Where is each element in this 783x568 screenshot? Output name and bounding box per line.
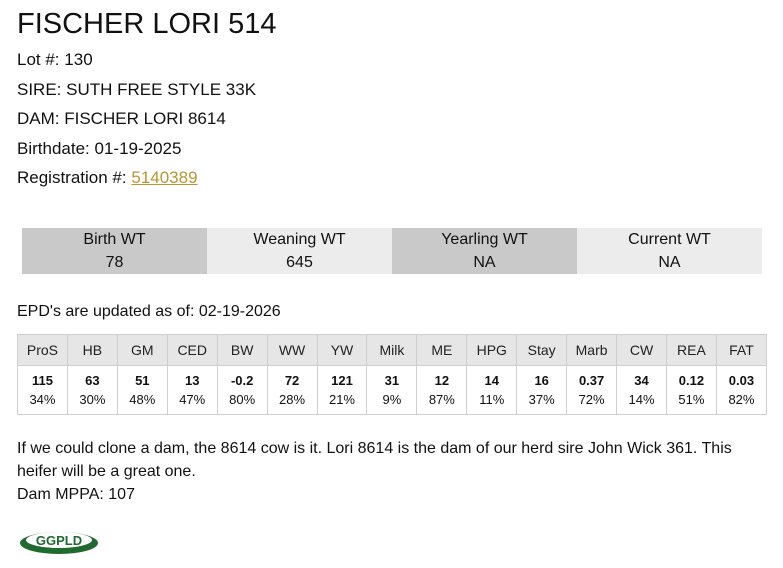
epd-cell: [167, 366, 217, 415]
epd-value: 115: [31, 373, 53, 388]
epd-header: CED: [167, 335, 217, 366]
weight-value: 645: [286, 254, 313, 271]
epd-cell: [567, 366, 617, 415]
epd-percentile: 34%: [29, 392, 56, 407]
epd-cell: [217, 366, 267, 415]
weight-value: 78: [105, 254, 124, 271]
birth-weight-cell: [22, 228, 207, 274]
epd-header: REA: [666, 335, 716, 366]
weight-label: Birth WT: [83, 231, 146, 248]
birthdate-line: [17, 134, 767, 164]
sire-label: SIRE:: [17, 79, 62, 99]
dam-label: DAM:: [17, 109, 60, 128]
weight-label: Current WT: [628, 231, 711, 248]
registration-link[interactable]: 5140389: [131, 168, 198, 187]
epd-cell: [18, 366, 68, 415]
animal-name: FISCHER LORI 514: [17, 8, 277, 40]
epd-value: -0.2: [230, 373, 254, 388]
epd-value: 31: [384, 373, 400, 388]
epd-value: 16: [534, 373, 549, 388]
dam-value: FISCHER LORI 8614: [64, 109, 226, 128]
weight-label: Weaning WT: [253, 231, 346, 248]
epd-header: GM: [117, 335, 167, 366]
logo-text: GGPLD: [35, 533, 83, 548]
epd-value: 51: [135, 373, 150, 388]
epd-value: 0.03: [728, 373, 755, 388]
registration-label: Registration #:: [17, 168, 127, 187]
epd-percentile: 48%: [129, 392, 156, 407]
epd-percentile: 9%: [382, 392, 402, 407]
epd-value: 14: [484, 373, 499, 388]
epd-updated-label: EPD's are updated as of:: [17, 303, 195, 320]
epd-header: ME: [417, 335, 467, 366]
epd-percentile: 82%: [728, 392, 755, 407]
epd-value: 0.12: [678, 373, 705, 388]
weight-label: Yearling WT: [441, 231, 528, 248]
birthdate-label: Birthdate:: [17, 138, 90, 158]
epd-cell: [67, 366, 117, 415]
epd-percentile: 51%: [678, 392, 705, 407]
weights-table: [22, 228, 762, 274]
epd-header: FAT: [716, 335, 766, 366]
sire-line: [17, 75, 767, 105]
epd-header: Stay: [517, 335, 567, 366]
yearling-weight-cell: [392, 228, 577, 274]
epd-percentile: 30%: [79, 392, 106, 407]
ggpld-logo-icon: [19, 526, 99, 558]
epd-percentile: 47%: [179, 392, 206, 407]
epd-cell: [417, 366, 467, 415]
epd-value: 34: [634, 373, 649, 388]
epd-cell: [317, 366, 367, 415]
epd-percentile: 21%: [328, 392, 355, 407]
epd-header: HPG: [467, 335, 517, 366]
epd-value: 121: [331, 373, 353, 388]
epd-header: ProS: [18, 335, 68, 366]
epd-cell: [367, 366, 417, 415]
epd-percentile: 11%: [479, 392, 505, 407]
weight-value: NA: [658, 254, 681, 271]
epd-value: 13: [184, 373, 200, 388]
epd-percentile: 14%: [628, 392, 655, 407]
epd-header: HB: [67, 335, 117, 366]
lot-value: 130: [64, 50, 93, 69]
epd-updated-line: [17, 303, 281, 321]
epd-cell: [117, 366, 167, 415]
birthdate-value: 01-19-2025: [94, 138, 182, 158]
lot-label: Lot #:: [17, 50, 60, 69]
weaning-weight-cell: [207, 228, 392, 274]
epd-value: 12: [434, 373, 450, 388]
epd-header: Milk: [367, 335, 417, 366]
epd-value: 0.37: [578, 373, 605, 388]
epd-header: YW: [317, 335, 367, 366]
weight-value: NA: [473, 254, 496, 271]
epd-header: CW: [617, 335, 667, 366]
epd-updated-date: 02-19-2026: [198, 303, 281, 320]
epd-percentile: 28%: [279, 392, 306, 407]
dam-mppa: Dam MPPA: 107: [17, 486, 135, 503]
current-weight-cell: [577, 228, 762, 274]
registration-line: [17, 163, 767, 193]
epd-percentile: 87%: [428, 392, 455, 407]
epd-value: 63: [85, 373, 100, 388]
epd-value-row: [18, 366, 767, 415]
lot-detail: [17, 6, 767, 548]
epd-cell: [666, 366, 716, 415]
epd-header: WW: [267, 335, 317, 366]
epd-header: Marb: [567, 335, 617, 366]
epd-percentile: 72%: [578, 392, 605, 407]
lot-line: [17, 45, 767, 75]
epd-cell: [716, 366, 766, 415]
dam-line: [17, 104, 767, 134]
epd-header: BW: [217, 335, 267, 366]
sire-value: SUTH FREE STYLE 33K: [66, 79, 257, 99]
epd-percentile: 80%: [229, 392, 256, 407]
epd-cell: [267, 366, 317, 415]
lot-description: [17, 437, 757, 506]
epd-cell: [617, 366, 667, 415]
epd-cell: [467, 366, 517, 415]
epd-table: [17, 334, 767, 415]
epd-cell: [517, 366, 567, 415]
epd-value: 72: [284, 373, 300, 388]
epd-header-row: [18, 335, 767, 366]
epd-percentile: 37%: [528, 392, 555, 407]
description-text: If we could clone a dam, the 8614 cow is it. Lori 8614 is the dam of our herd sire John Wick 361. This heifer will be a great one.: [17, 440, 732, 480]
